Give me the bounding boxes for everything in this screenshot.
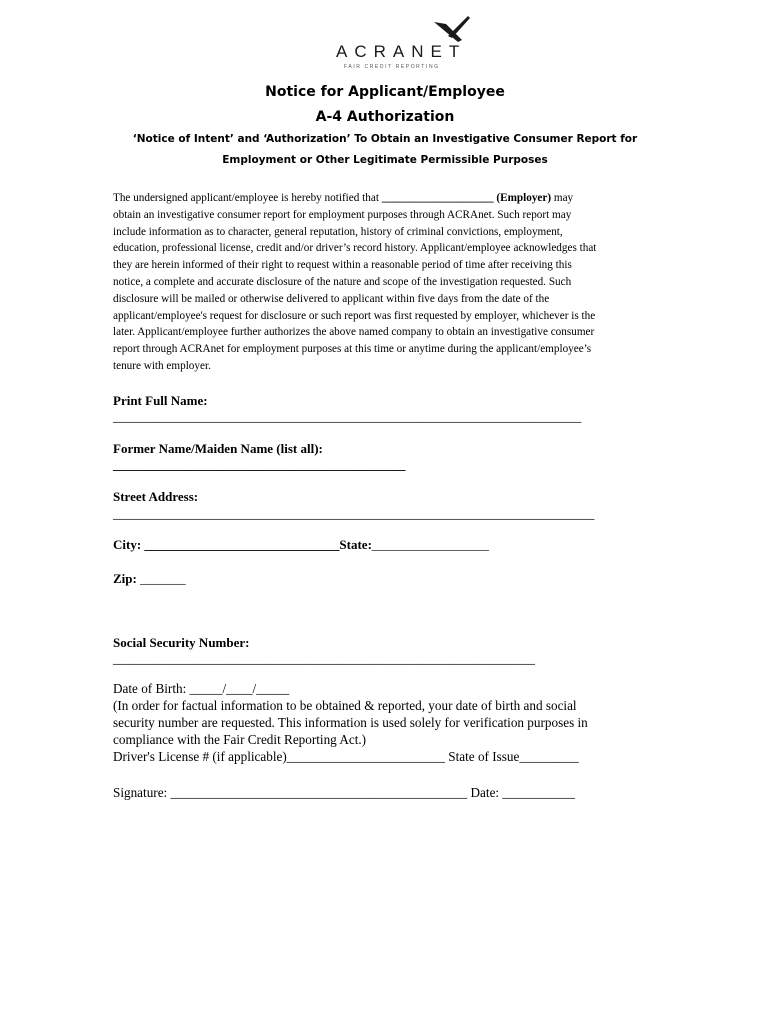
city-label: City: <box>113 537 142 552</box>
date-label: Date: <box>470 785 500 800</box>
zip-label: Zip: <box>113 571 137 586</box>
paragraph-line: tenure with employer. <box>113 359 211 372</box>
print-name-label: Print Full Name: <box>113 393 208 408</box>
former-name-field[interactable]: _____________________________________________ <box>113 457 406 472</box>
drivers-license-label: Driver's License # (if applicable) <box>113 749 287 764</box>
notice-paragraph <box>113 190 661 375</box>
paragraph-line: applicant/employee's request for disclosure or such report was first requested by employer, whichever is the <box>113 309 596 322</box>
paragraph-line: education, professional license, credit and/or driver’s record history. Applicant/employee acknowledges that <box>113 242 597 255</box>
signature-row <box>113 785 575 801</box>
drivers-license-row <box>113 749 579 765</box>
zip-field[interactable]: _______ <box>140 571 186 586</box>
date-of-birth-field[interactable]: Date of Birth: _____/____/_____ <box>113 681 290 696</box>
ssn-label: Social Security Number: <box>113 635 250 650</box>
notice-heading-line-2: Employment or Other Legitimate Permissible Purposes <box>222 154 548 166</box>
ssn-field[interactable]: ________________________________________________________________ <box>113 651 535 666</box>
date-field[interactable]: ___________ <box>502 785 575 800</box>
paragraph-line: report through ACRAnet for employment purposes at this time or anytime during the applicant/employee’s <box>113 343 592 356</box>
drivers-license-field[interactable]: ________________________ <box>286 749 445 764</box>
street-address-field[interactable]: _________________________________________________________________________ <box>113 506 595 521</box>
notice-heading-line-1: ‘Notice of Intent’ and ‘Authorization’ To Obtain an Investigative Consumer Report for <box>132 133 638 145</box>
paragraph-line: The undersigned applicant/employee is hereby notified that ____________________ (Employer) may <box>113 192 574 204</box>
verification-note-line: security number are requested. This information is used solely for verification purposes in <box>113 715 588 730</box>
page-title: Notice for Applicant/Employee <box>265 84 505 100</box>
paragraph-line: they are herein informed of their right to request within a reasonable period of time after receiving this <box>113 259 572 272</box>
zip-row <box>113 571 186 587</box>
paragraph-line: disclosure will be mailed or otherwise delivered to applicant within five days from the date of the <box>113 292 550 305</box>
page-subtitle: A-4 Authorization <box>315 109 455 125</box>
verification-note-line: (In order for factual information to be obtained & reported, your date of birth and social <box>113 698 577 713</box>
paragraph-line: later. Applicant/employee further authorizes the above named company to obtain an investigative consumer <box>113 326 595 339</box>
city-state-row <box>113 537 489 553</box>
employer-blank[interactable]: ____________________ (Employer) <box>381 192 552 204</box>
verification-note-line: compliance with the Fair Credit Reporting Act.) <box>113 732 367 747</box>
former-name-label: Former Name/Maiden Name (list all): <box>113 441 323 456</box>
state-label: State: <box>339 537 372 552</box>
street-address-label: Street Address: <box>113 489 199 504</box>
state-of-issue-field[interactable]: _________ <box>519 749 579 764</box>
logo-wordmark: ACRANET <box>336 42 467 61</box>
city-field[interactable]: ______________________________ <box>144 537 340 552</box>
signature-label: Signature: <box>113 785 168 800</box>
paragraph-line: notice, a complete and accurate disclosure of the nature and scope of the investigation requested. Such <box>113 275 572 288</box>
print-name-field[interactable]: _______________________________________________________________________ <box>113 409 582 424</box>
acranet-logo <box>336 14 476 70</box>
paragraph-line: obtain an investigative consumer report for employment purposes through ACRAnet. Such report may <box>113 208 572 221</box>
logo-tagline: FAIR CREDIT REPORTING <box>344 64 440 70</box>
paragraph-line: include information as to character, general reputation, history of criminal convictions, employment, <box>113 225 563 238</box>
state-of-issue-label: State of Issue <box>448 749 520 764</box>
state-field[interactable]: __________________ <box>371 537 489 552</box>
signature-field[interactable]: _____________________________________________ <box>170 785 468 800</box>
